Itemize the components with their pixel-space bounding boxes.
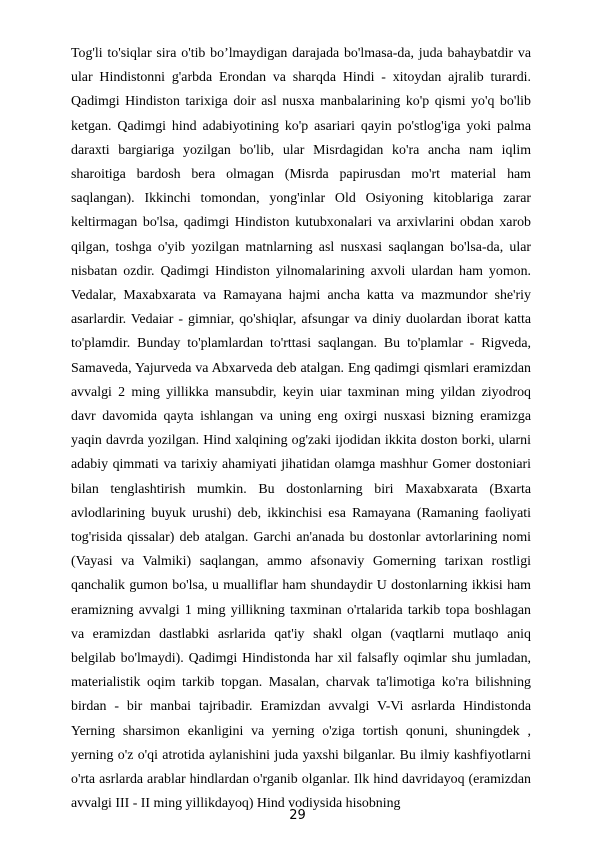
page-number: 29 [289, 808, 306, 823]
body-paragraph: Tog'li to'siqlar sira o'tib bo’lmaydigan darajada bo'lmasa-da, juda bahaybatdir va ular Hindistonni g'arbda Erondan va sharqda Hindi - xitoydan ajralib turardi. Qadimgi Hindiston tarixiga doir asl nusxa manbalarining ko'p qismi yo'q bo'lib ketgan. Qadimgi hind adabiyotining ko'p asariari qayin po'stlog'iga yoki palma daraxti bargiariga yozilgan bo'lib, ular Misrdagidan ko'ra ancha nam iqlim sharoitiga bardosh bera olmagan (Misrda papirusdan mo'rt material ham saqlangan). Ikkinchi tomondan, yong'inlar Old Osiyoning kitoblariga zarar keltirmagan bo'lsa, qadimgi Hindiston kutubxonalari va arxivlarini obdan xarob qilgan, toshga o'yib yozilgan matnlarning asl nusxasi saqlangan bo'lsa-da, ular nisbatan ozdir. Qadimgi Hindiston yilnomalarining axvoli ulardan ham yomon. Vedalar, Maxabxarata va Ramayana hajmi ancha katta va mazmundor she'riy asarlardir. Vedaiar - gimniar, qo'shiqlar, afsungar va diniy duolardan iborat katta to'plamdir. Bunday to'plamlardan to'rttasi saqlangan. Bu to'plamlar - Rigveda, Samaveda, Yajurveda va Abxarveda deb atalgan. Eng qadimgi qismlari eramizdan avvalgi 2 ming yillikka mansubdir, keyin uiar taxminan ming yildan ziyodroq davr davomida qayta ishlangan va uning eng oxirgi nusxasi bizning eramizga yaqin davrda yozilgan. Hind xalqining og'zaki ijodidan ikkita doston borki, ularni adabiy qimmati va tarixiy ahamiyati jihatidan olamga mashhur Gomer dostoniari bilan tenglashtirish mumkin. Bu dostonlarning biri Maxabxarata (Bxarta avlodlarining buyuk urushi) deb, ikkinchisi esa Ramayana (Ramaning faoliyati tog'risida qissalar) deb atalgan. Garchi an'anada bu dostonlar avtorlarining nomi (Vayasi va Valmiki) saqlangan, ammo afsonaviy Gomerning tarixan rostligi qanchalik gumon bo'lsa, u mualliflar ham shundaydir U dostonlarning ikkisi ham eramizning avvalgi 1 ming yillikning taxminan o'rtalarida tarkib topa boshlagan va eramizdan dastlabki asrlarida qat'iy shakl olgan (vaqtlarni mutlaqo aniq belgilab bo'lmaydi). Qadimgi Hindistonda har xil falsafly oqimlar shu jumladan, materialistik oqim tarkib topgan. Masalan, charvak ta'limotiga ko'ra bilishning birdan - bir manbai tajribadir. Eramizdan avvalgi V-Vi asrlarda Hindistonda Yerning sharsimon ekanligini va yerning o'ziga tortish qonuni, shuningdek , yerning o'z o'qi atrotida aylanishini juda yaxshi bilganlar. Bu ilmiy kashfiyotlarni o'rta asrlarda arablar hindlardan o'rganib olganlar. Ilk hind davridayoq (eramizdan avvalgi III - II ming yillikdayoq) Hind vodiysida hisobning [71, 46, 531, 812]
